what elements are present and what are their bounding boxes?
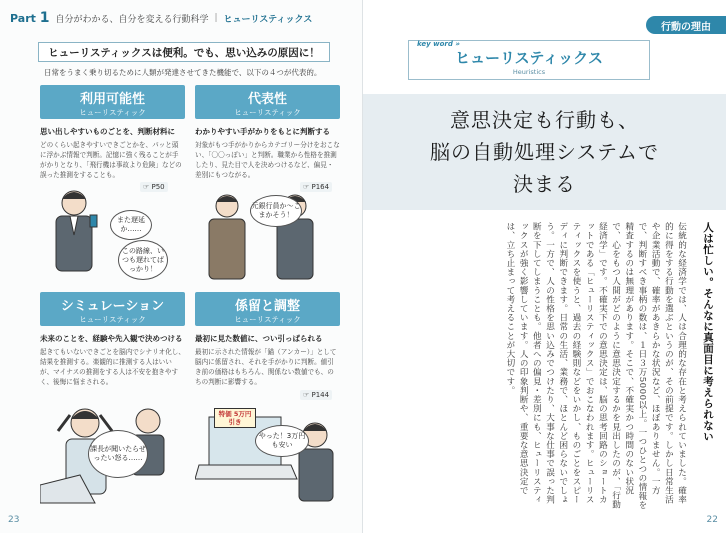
page-number: 23 [8,515,20,525]
headline-line: 決まる [513,172,576,196]
headline [363,94,726,210]
thought-bubble: 課長が聞いたらぜったい怒る…… [88,430,148,478]
section-name: ヒューリスティックス [223,14,313,25]
page-reference: ☞ P164 [300,182,332,192]
card-lead: 思い出しやすいものごとを、判断材料に [40,127,175,136]
card-body: どのくらい起きやすいできごとかを、パッと頭に浮かぶ情報で判断。記憶に強く残ることが手がかりとなり、「飛行機は事故より危険」などの誤った推測をすることも。 [40,141,182,179]
page-reference: ☞ P144 [300,390,332,400]
card-representativeness [195,85,340,180]
body-lead: 人は忙しい。そんなに真面目に考えられない [702,222,714,442]
body-text [503,222,714,512]
card-simulation [40,292,185,387]
section-tag: 行動の理由 [646,16,726,34]
keyword-box [408,40,650,80]
running-header [10,10,312,26]
card-body: 起きてもいないできごとを脳内でシナリオ化し、結果を推測する。楽観的に推測する人はいいが、マイナスの推測をする人は不安を抱きやすく、後悔に悩まされる。 [40,348,185,386]
book-subtitle: 自分がわかる、自分を変える行動科学 [55,14,209,25]
page-reference: ☞ P50 [140,182,168,192]
card-anchoring [195,292,340,387]
page-number: 22 [706,515,718,525]
keyword-title: ヒューリスティックス [454,49,604,67]
card-lead: 未来のことを、経験や先入観で決めつける [40,334,183,343]
commuter-illustration [40,185,115,280]
body-paragraph: 伝統的な経済学では、人は合理的な存在と考えられていました。確率的に得をする行動を選ぶというのが、その前提です。しかし日常生活や企業活動で、確率があきらかな状況など、ほぼありません。一方で、判断すべき事柄の数は、１日３万5000以上。一つひとつの情報を精査するのは無理があります。そこで、不確実かつ時間のない状況で、心をもつ人間がどのように意思決定するかを見出したのが、「行動経済学」です。不確実下での意思決定は、脳の思考回路のショートカットである「ヒューリスティックス」でおこなわれます。ヒューリスティックスを使うと、過去の経験則などをいかし、ものごとをスピーディに判断できます。日常の生活、業務で、ほとんど困らないでしょう。一方で、人の性格を思い込みでつけたり、大事な仕事で誤った判断を下してしまうことも。他者への偏見・差別にも、ヒューリスティックスが強く影響しています。人の印象判断や、重要な意思決定では、立ち止まって考えることが大切です。 [504,222,687,510]
intro-text: 日常をうまく乗り切るために人類が発達させてきた機能で、以下の４つが代表的。 [44,68,322,77]
card-availability [40,85,185,180]
speech-bubble: また遅延か…… [110,210,152,240]
right-page [363,0,726,533]
speech-bubble: やった！3万円も安い [255,425,309,457]
keyword-label: key word » [417,40,460,48]
card-body: 対象がもつ手がかりからカテゴリー分けをおこない、「〇〇っぽい」と判断。職業から性格を推測したり、見た目で人を決めつけるなど、偏見・差別にもつながる。 [195,141,340,179]
discount-sign: 特価 5万円引き [214,408,256,428]
card-title: シミュレーション ヒューリスティック [40,292,185,326]
card-title: 係留と調整 ヒューリスティック [195,292,340,326]
speech-bubble: この路線、いつも遅れてばっかり！ [118,240,168,280]
speech-bubble: 元銀行員か〜こまかそう！ [250,195,302,227]
headline-line: 脳の自動処理システムで [430,140,659,164]
part-label: Part 1 [10,10,50,26]
card-title: 利用可能性 ヒューリスティック [40,85,185,119]
card-lead: 最初に見た数値に、つい引っぱられる [195,334,323,343]
card-body: 最初に示された情報が「錨（アンカー）」として脳内に係留され、それを手がかりに判断。値引き前の価格はもちろん、関係ない数値でも、のちの判断に影響する。 [195,348,337,386]
summary-banner: ヒューリスティックスは便利。でも、思い込みの原因に！ [38,42,330,62]
keyword-subtitle: Heuristics [512,68,546,76]
card-lead: わかりやすい手がかりをもとに判断する [195,127,330,136]
header-separator: | [214,13,218,23]
card-title: 代表性 ヒューリスティック [195,85,340,119]
headline-line: 意思決定も行動も、 [450,108,639,132]
